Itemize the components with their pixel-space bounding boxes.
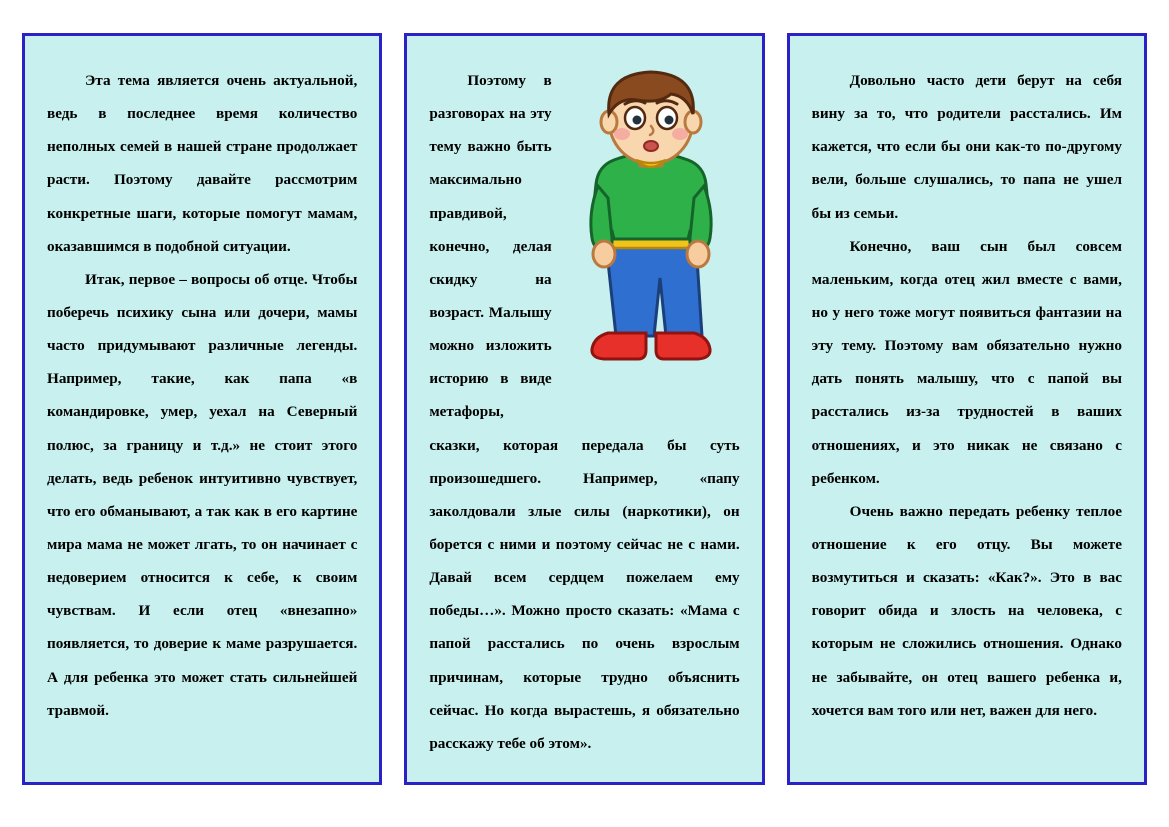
text-with-illustration — [429, 64, 739, 760]
panel-middle — [404, 33, 764, 785]
paragraph: Поэтому в разговорах на эту тему важно быть максимально правдивой, конечно, делая скидку на возраст. Малышу можно изложить историю в виде метафоры, сказки, которая передала бы суть произошедшего. Например, «папу заколдовали злые силы (наркотики), он борется с ними и поэтому сейчас не с нами. Давай всем сердцем пожелаем ему победы…». Можно просто сказать: «Мама с папой расстались по очень взрослым причинам, которые трудно объяснить сейчас. Но когда вырастешь, я обязательно расскажу тебе об этом». — [429, 72, 740, 752]
panel-right — [787, 33, 1147, 785]
panel-left — [22, 33, 382, 785]
paragraph: Эта тема является очень актуальной, ведь в последнее время количество неполных семей в нашей стране продолжает расти. Поэтому давайте рассмотрим конкретные шаги, которые помогут мамам, оказавшимся в подобной ситуации. — [47, 72, 358, 255]
paragraph: Очень важно передать ребенку теплое отношение к его отцу. Вы можете возмутиться и сказать: «Как?». Это в вас говорит обида и злость на человека, с которым не сложились отношения. Однако не забывайте, он отец вашего ребенка и, хочется вам того или нет, важен для него. — [811, 502, 1122, 719]
paragraph: Довольно часто дети берут на себя вину за то, что родители расстались. Им кажется, что если бы они как-то по-другому вели, больше слушались, то папа не ушел бы из семьи. — [811, 72, 1122, 222]
boy-illustration — [562, 68, 740, 398]
paragraph: Итак, первое – вопросы об отце. Чтобы поберечь психику сына или дочери, мамы часто придумывают различные легенды. Например, такие, как папа «в командировке, умер, уехал на Северный полюс, за границу и т.д.» не стоит этого делать, ведь ребенок интуитивно чувствует, что его обманывают, а так как в его картине мира мама не может лгать, то он начинает с недоверием относится к себе, к своим чувствам. И если отец «внезапно» появляется, то доверие к маме разрушается. А для ребенка это может стать сильнейшей травмой. — [47, 270, 358, 719]
paragraph: Конечно, ваш сын был совсем маленьким, когда отец жил вместе с вами, но у него тоже могут появиться фантазии на эту тему. Поэтому вам обязательно нужно дать понять малышу, что с папой вы расстались из-за трудностей в ваших отношениях, и это никак не связано с ребенком. — [811, 237, 1122, 487]
